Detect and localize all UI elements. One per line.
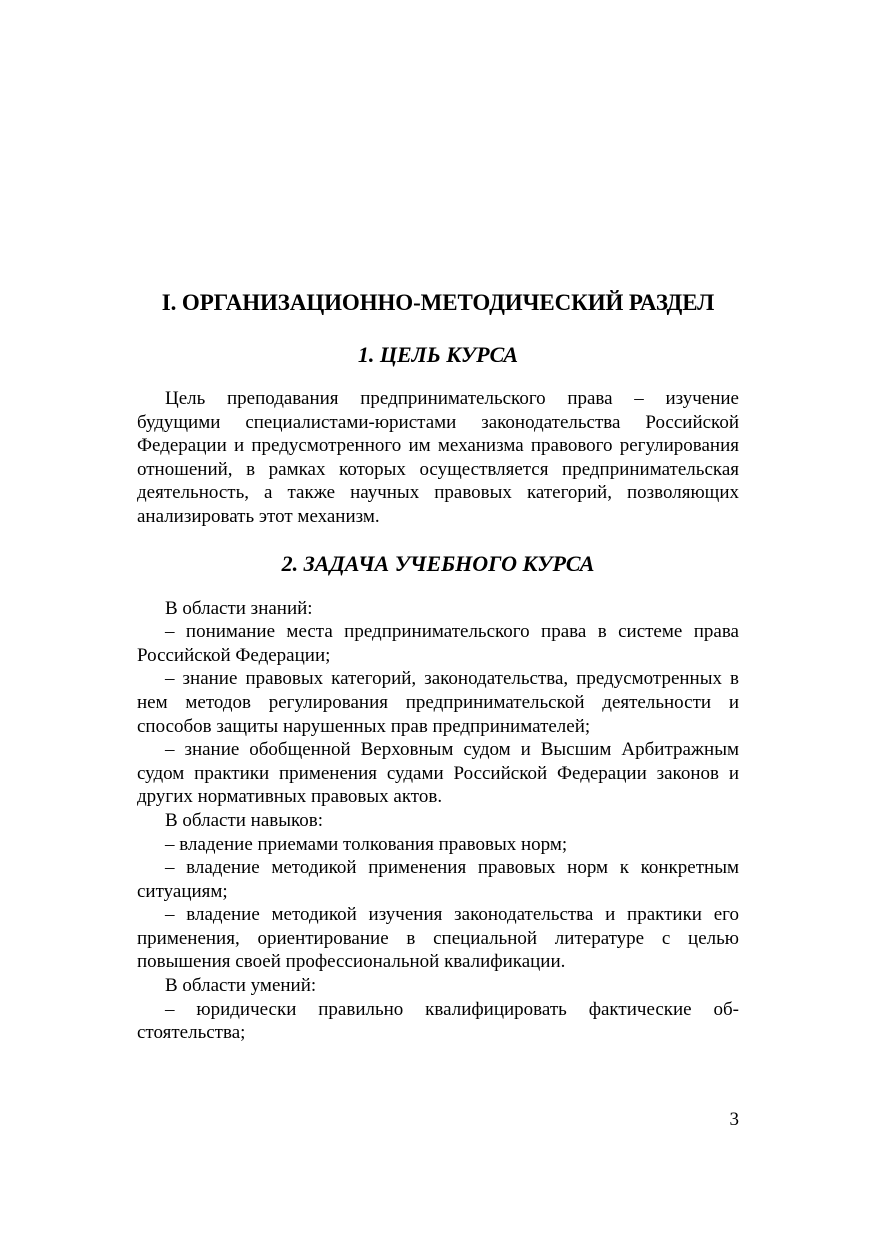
section-title: I. ОРГАНИЗАЦИОННО-МЕТОДИЧЕСКИЙ РАЗДЕЛ xyxy=(161,290,715,315)
goal-heading: 1. ЦЕЛЬ КУРСА xyxy=(357,342,519,367)
skills-area-heading: В области навыков: xyxy=(165,809,324,831)
list-item: – знание правовых категорий, законодательства, предусмотренных в нем методов регулирования предпринимательской деятельности и способов защиты нарушенных прав предпринимателей; xyxy=(137,668,739,737)
list-item: – владение методикой изучения законодательства и практики его применения, ориентирование в специальной литературе с целью повышения своей профессиональной квалификации. xyxy=(137,904,739,973)
knowledge-area-heading: В области знаний: xyxy=(165,597,313,619)
page-content xyxy=(137,288,739,1045)
page-number: 3 xyxy=(729,1109,739,1130)
list-item: – владение приемами толкования правовых норм; xyxy=(165,833,568,855)
list-item: – знание обобщенной Верховным судом и Высшим Арбитражным судом практики применения судами Российской Федерации законов и других нормативных правовых актов. xyxy=(137,739,739,808)
goal-paragraph: Цель преподавания предпринимательского права – изучение будущими специалистами-юристами законодательства Российской Федерации и предусмотренного им механизма правового регулирования отношений, в рамках которых осуществляется предпринимательская деятельность, а также научных правовых категорий, позволяющих анализировать этот механизм. xyxy=(137,388,739,527)
tasks-section xyxy=(137,597,739,1045)
tasks-heading: 2. ЗАДАЧА УЧЕБНОГО КУРСА xyxy=(281,550,595,576)
list-item: – юридически правильно квалифицировать фактические обстоятельства; xyxy=(137,998,739,1044)
list-item: – владение методикой применения правовых норм к конкретным ситуациям; xyxy=(137,857,739,902)
abilities-area-heading: В области умений: xyxy=(165,975,317,997)
goal-section xyxy=(137,387,739,529)
list-item: – понимание места предпринимательского права в системе права Российской Федерации; xyxy=(137,621,739,666)
